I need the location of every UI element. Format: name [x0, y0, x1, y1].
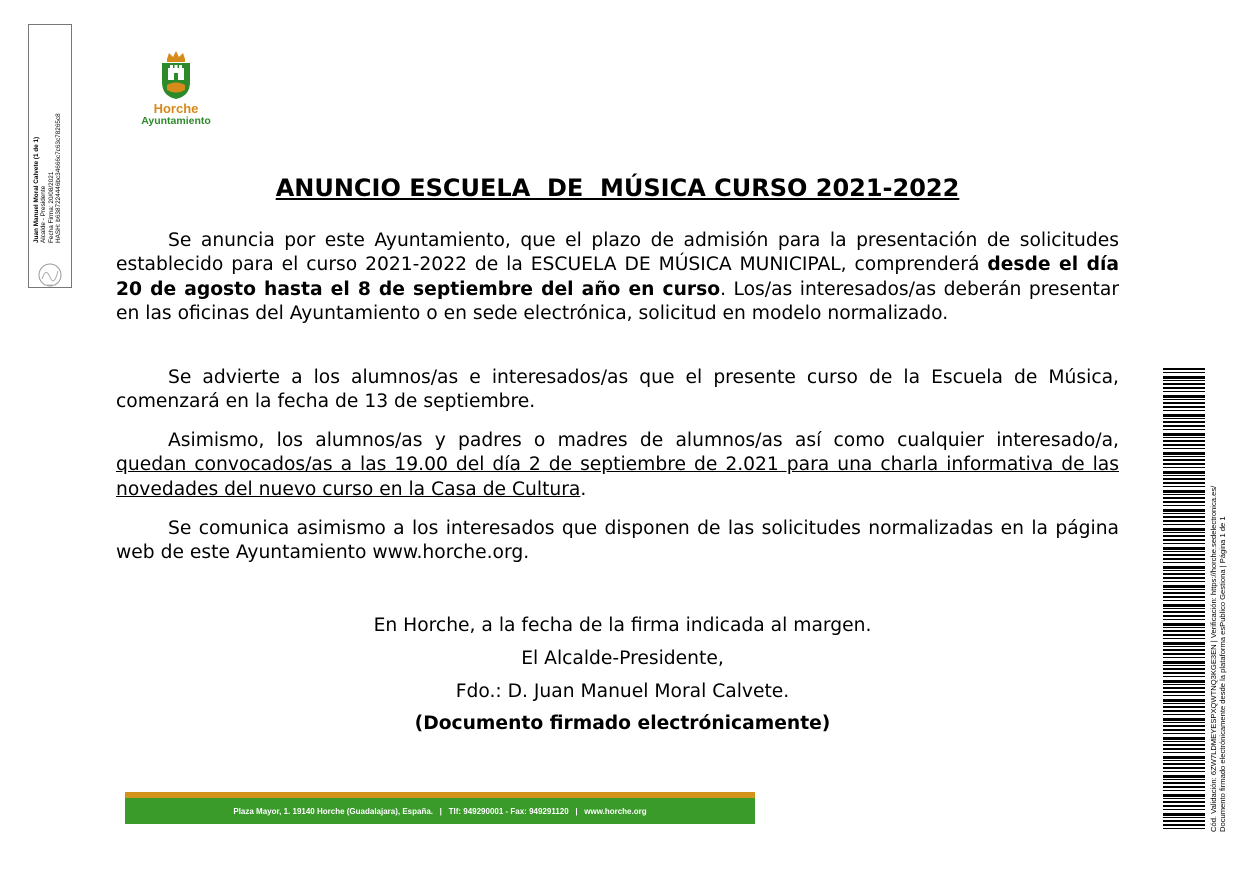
paragraph-meeting: [116, 429, 1119, 502]
validation-barcode: [1163, 368, 1205, 832]
stamp-date: Fecha Firma: 20/08/2021: [47, 171, 55, 243]
admission-period: desde el día 20 de agosto hasta el 8 de septiembre del año en curso: [116, 254, 1119, 300]
coat-of-arms-icon: [159, 50, 193, 100]
footer-contact: Plaza Mayor, 1. 19140 Horche (Guadalajara), España. | Tlf: 949290001 - Fax: 949291120 | www.horche.org: [233, 807, 647, 816]
paragraph-admission-intro: Se anuncia por este Ayuntamiento, que el plazo de admisión para la presentación de solicitudes establecido para el curso 2021-2022 de la ESCUELA DE MÚSICA MUNICIPAL, comprenderá: [116, 230, 1119, 276]
closing-role: El Alcalde-Presidente,: [521, 648, 724, 669]
paragraph-meeting-intro: Asimismo, los alumnos/as y padres o madres de alumnos/as así como cualquier interesado/a,: [168, 430, 1119, 451]
footer-band: [125, 792, 755, 824]
stamp-hash: HASH: b6387224446bc34666c7c63c78265c8: [55, 113, 63, 243]
paragraph-meeting-end: .: [580, 478, 587, 500]
paragraph-start-date: Se advierte a los alumnos/as e interesados/as que el presente curso de la Escuela de Música, comenzará en la fecha de 13 de septiembre.: [116, 367, 1119, 413]
validation-code-line: Cód. Validación: 6ZW7LDMEYESPXQWTNQ3KGE3EN | Verificación: https://horche.sedelectronica.es/: [1209, 485, 1218, 832]
signature-seal-icon: [36, 259, 64, 293]
paragraph-admission: [116, 229, 1119, 326]
paragraph-forms: Se comunica asimismo a los interesados que disponen de las solicitudes normalizadas en la página web de este Ayuntamiento www.horche.org.: [116, 518, 1119, 564]
validation-text: [1209, 422, 1228, 832]
paragraph-admission-end: . Los/as interesados/as deberán presentar en las oficinas del Ayuntamiento o en sede electrónica, solicitud en modelo normalizado.: [116, 278, 1119, 324]
logo-town-name: Horche: [153, 101, 199, 116]
closing-electronic-note: (Documento firmado electrónicamente): [414, 713, 831, 734]
stamp-signer: Juan Manuel Moral Calvete (1 de 1): [33, 136, 40, 243]
closing-place-date: En Horche, a la fecha de la firma indicada al margen.: [373, 615, 872, 636]
town-logo: [138, 50, 214, 130]
logo-subtitle: Ayuntamiento: [141, 115, 211, 127]
document-title: ANUNCIO ESCUELA DE MÚSICA CURSO 2021-2022: [275, 174, 960, 202]
validation-platform-line: Documento firmado electrónicamente desde la plataforma esPublico Gestiona | Página 1 de 1: [1218, 516, 1228, 832]
stamp-role: Alcalde - Presidente: [40, 185, 48, 243]
signature-stamp-text: [33, 43, 63, 243]
closing-signed-by: Fdo.: D. Juan Manuel Moral Calvete.: [455, 681, 790, 702]
meeting-details: quedan convocados/as a las 19.00 del día 2 de septiembre de 2.021 para una charla informativa de las novedades del nuevo curso en la Casa de Cultura: [116, 454, 1119, 500]
signature-stamp: [28, 24, 72, 288]
